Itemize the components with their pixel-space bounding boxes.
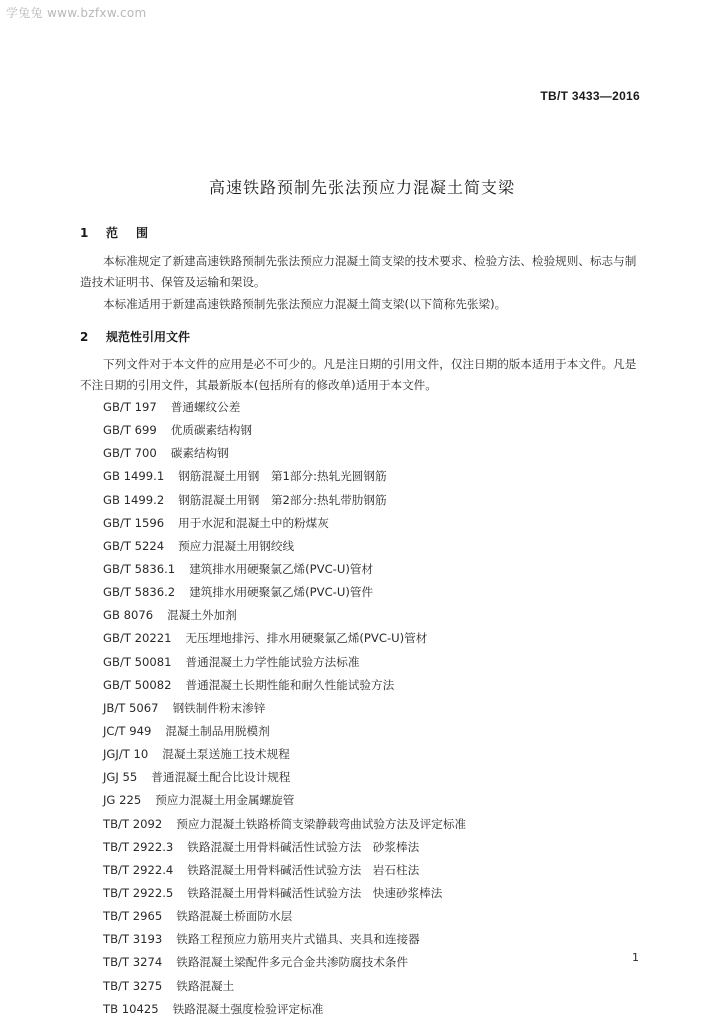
reference-item [103,813,466,836]
section-heading-scope [80,224,166,241]
reference-title: 建筑排水用硬聚氯乙烯(PVC-U)管材 [189,561,374,576]
reference-code: TB/T 3274 [103,955,163,970]
reference-code: TB/T 3193 [103,932,163,947]
reference-item [103,535,466,558]
references-intro-paragraph: 下列文件对于本文件的应用是必不可少的。凡是注日期的引用文件，仅注日期的版本适用于本文件。凡是不注日期的引用文件，其最新版本(包括所有的修改单)适用于本文件。 [80,357,637,392]
reference-item [103,998,466,1021]
reference-title: 普通混凝土长期性能和耐久性能试验方法 [185,677,395,692]
reference-title: 混凝土泵送施工技术规程 [162,747,290,762]
reference-item [103,836,466,859]
reference-item [103,489,466,512]
section-title: 规范性引用文件 [106,330,191,344]
reference-code: GB/T 50081 [103,654,172,669]
reference-title: 普通螺纹公差 [170,400,241,414]
reference-item [103,651,466,674]
standard-code: TB/T 3433—2016 [540,89,640,103]
reference-item [103,766,466,789]
reference-item [103,674,466,697]
reference-title: 预应力混凝土用金属螺旋管 [155,793,295,808]
reference-code: TB/T 2922.4 [103,862,174,877]
section-number: 2 [80,330,89,344]
reference-title: 优质碳素结构钢 [170,423,252,438]
reference-item [103,419,466,442]
section-number: 1 [80,226,89,240]
section-title: 范围 [106,226,167,240]
reference-code: GB 1499.1 [103,469,165,484]
reference-title: 铁路混凝土梁配件多元合金共渗防腐技术条件 [176,955,409,970]
reference-code: GB/T 197 [103,400,157,414]
reference-code: GB/T 5224 [103,538,165,553]
reference-item [103,604,466,627]
reference-title: 铁路混凝土用骨料碱活性试验方法 岩石柱法 [187,862,420,877]
reference-code: GB 8076 [103,608,154,623]
reference-title: 钢筋混凝土用钢 第1部分:热轧光圆钢筋 [178,469,387,484]
reference-title: 碳素结构钢 [170,446,229,461]
reference-item [103,720,466,743]
reference-code: GB/T 5836.1 [103,561,176,576]
reference-title: 铁路混凝土桥面防水层 [176,909,293,924]
reference-title: 钢铁制件粉末渗锌 [172,700,266,715]
scope-paragraph-1: 本标准规定了新建高速铁路预制先张法预应力混凝土简支梁的技术要求、检验方法、检验规则、标志与制造技术证明书、保管及运输和架设。 [80,254,637,289]
reference-item [103,859,466,882]
reference-title: 铁路混凝土 [176,978,235,993]
reference-item [103,951,466,974]
reference-item [103,975,466,998]
reference-item [103,581,466,604]
reference-title: 混凝土外加剂 [167,608,237,623]
scope-paragraph-2: 本标准适用于新建高速铁路预制先张法预应力混凝土简支梁(以下简称先张梁)。 [103,297,507,311]
reference-code: TB/T 2965 [103,909,163,924]
reference-code: TB 10425 [103,1001,159,1016]
reference-title: 普通混凝土配合比设计规程 [151,770,291,785]
reference-code: JG 225 [103,793,142,808]
page-number: 1 [632,951,639,964]
reference-item [103,627,466,650]
reference-item [103,396,466,419]
reference-code: GB/T 699 [103,423,157,438]
reference-code: GB/T 700 [103,446,157,461]
reference-code: JC/T 949 [103,723,152,738]
watermark-text: 学兔兔 www.bzfxw.com [6,6,147,20]
reference-code: GB 1499.2 [103,492,165,507]
reference-code: TB/T 2092 [103,816,163,831]
reference-code: JGJ 55 [103,770,138,785]
reference-title: 预应力混凝土用钢绞线 [178,538,295,553]
reference-item [103,558,466,581]
reference-item [103,928,466,951]
document-title: 高速铁路预制先张法预应力混凝土简支梁 [208,178,515,197]
reference-code: GB/T 5836.2 [103,585,176,600]
reference-code: TB/T 2922.3 [103,839,174,854]
reference-code: JGJ/T 10 [103,747,149,762]
reference-code: GB/T 20221 [103,631,172,646]
reference-title: 混凝土制品用脱模剂 [165,723,270,738]
reference-code: GB/T 50082 [103,677,172,692]
reference-item [103,882,466,905]
reference-title: 建筑排水用硬聚氯乙烯(PVC-U)管件 [189,585,374,600]
reference-title: 铁路混凝土用骨料碱活性试验方法 砂浆棒法 [187,839,420,854]
reference-title: 铁路混凝土用骨料碱活性试验方法 快速砂浆棒法 [187,885,443,900]
reference-item [103,905,466,928]
reference-title: 预应力混凝土铁路桥简支梁静载弯曲试验方法及评定标准 [176,816,467,831]
reference-title: 无压埋地排污、排水用硬聚氯乙烯(PVC-U)管材 [185,631,428,646]
reference-code: TB/T 3275 [103,978,163,993]
reference-title: 铁路工程预应力筋用夹片式锚具、夹具和连接器 [176,932,420,947]
reference-title: 铁路混凝土强度检验评定标准 [172,1001,324,1016]
reference-item [103,512,466,535]
reference-item [103,465,466,488]
reference-item [103,743,466,766]
reference-item [103,697,466,720]
reference-item [103,789,466,812]
reference-code: TB/T 2922.5 [103,885,174,900]
reference-title: 钢筋混凝土用钢 第2部分:热轧带肋钢筋 [178,492,387,507]
reference-code: JB/T 5067 [103,700,159,715]
reference-code: GB/T 1596 [103,515,165,530]
reference-list [103,396,466,1021]
section-heading-normative-references [80,328,190,345]
reference-title: 用于水泥和混凝土中的粉煤灰 [178,515,329,530]
reference-item [103,442,466,465]
reference-title: 普通混凝土力学性能试验方法标准 [185,654,360,669]
